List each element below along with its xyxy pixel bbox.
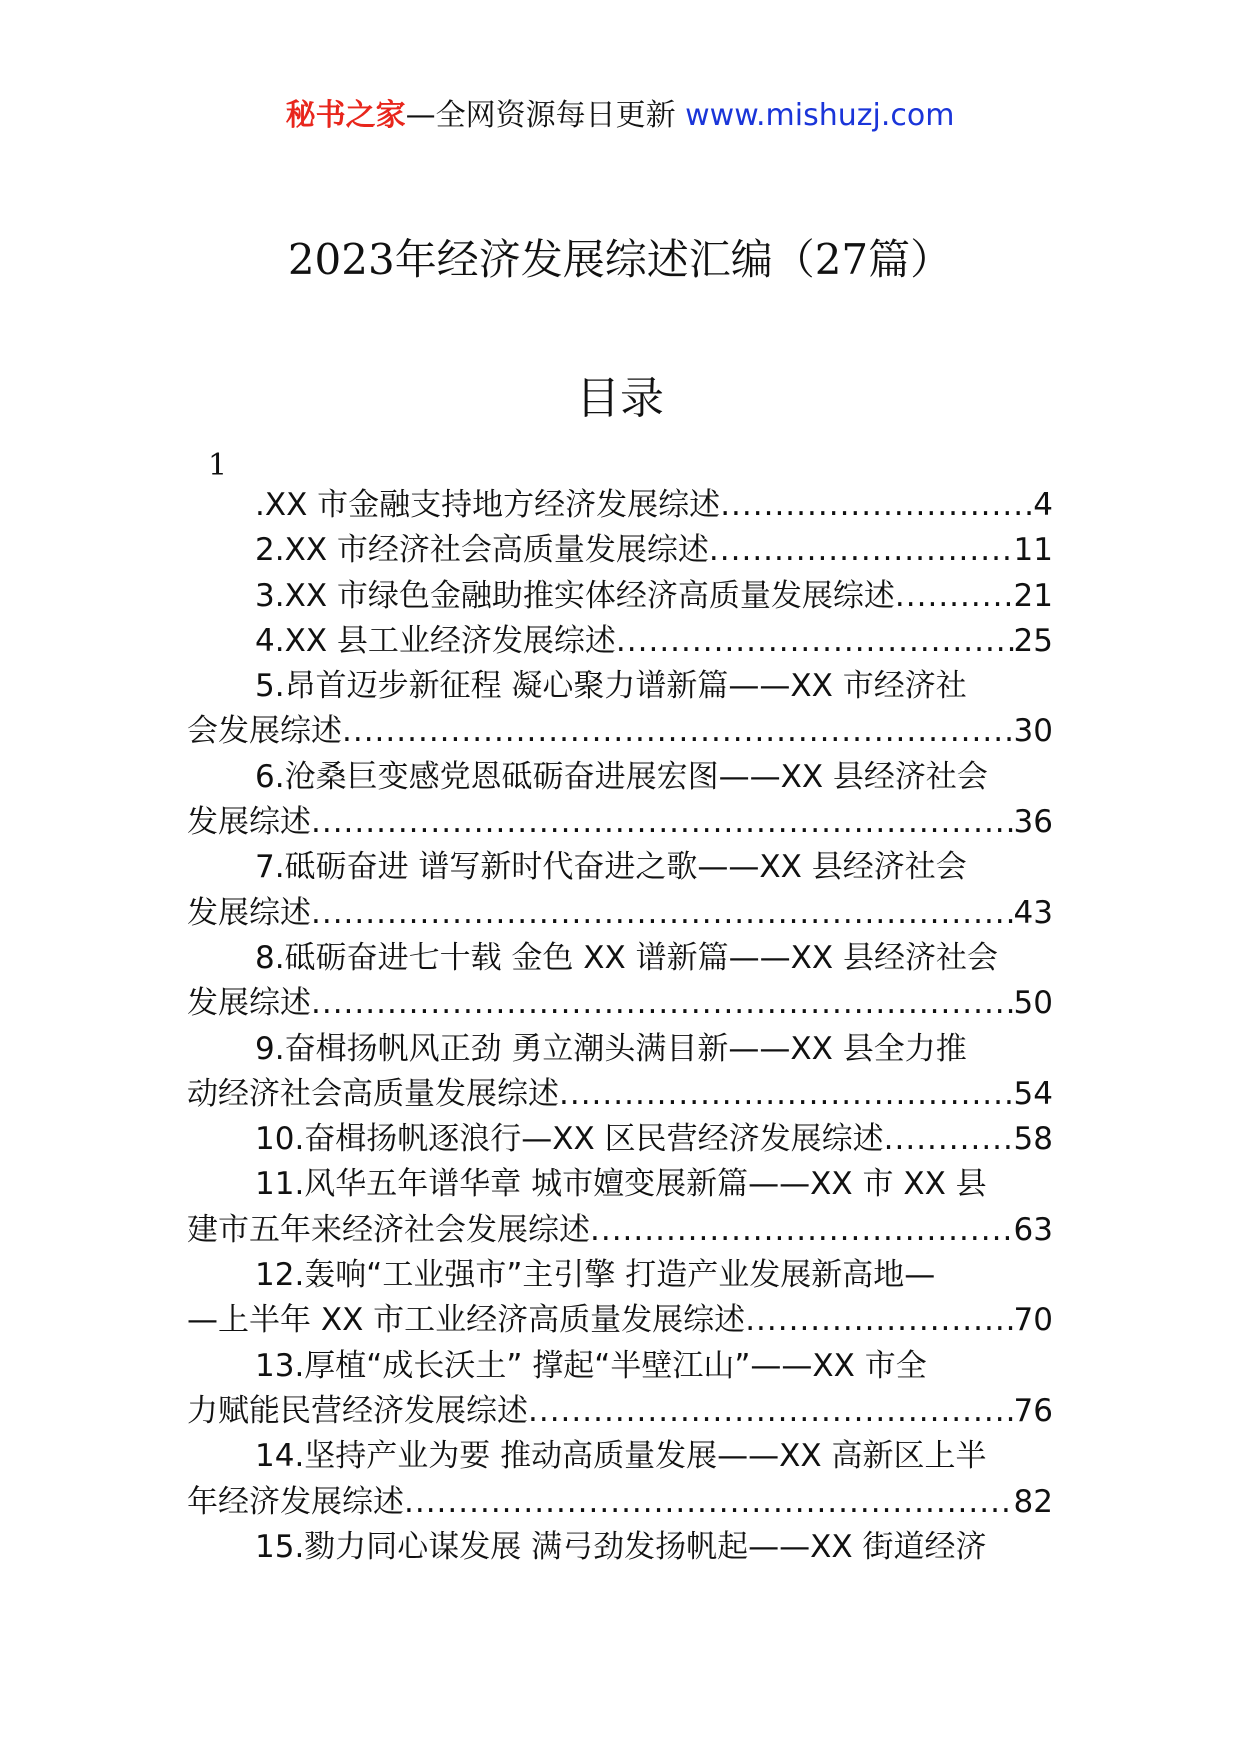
toc-entry-line <box>187 619 1053 664</box>
toc-entry-line <box>187 709 1053 754</box>
toc-entry-text: 年经济发展综述 <box>187 1483 404 1520</box>
toc-page-number: 21 <box>1013 577 1053 614</box>
toc-leader-dots <box>590 1208 1014 1253</box>
toc-entry[interactable] <box>187 528 1053 573</box>
toc-entry-line <box>187 1072 1053 1117</box>
toc-entry-text: 11.风华五年谱华章 城市嬗变展新篇——XX 市 XX 县 <box>255 1166 987 1203</box>
toc-page-number: 54 <box>1013 1075 1053 1112</box>
toc-entry-line <box>187 664 1053 709</box>
toc-leader-dots <box>311 981 1014 1026</box>
toc-entry-text: 动经济社会高质量发展综述 <box>187 1075 559 1112</box>
toc-entry-text: 15.勠力同心谋发展 满弓劲发扬帆起——XX 街道经济 <box>255 1528 987 1565</box>
toc-leader-dots <box>745 1298 1013 1343</box>
toc-leader-dots <box>709 528 1014 573</box>
toc-entry-line <box>187 1027 1053 1072</box>
toc-entry[interactable] <box>187 1027 1053 1118</box>
toc-entry[interactable] <box>187 1344 1053 1435</box>
banner-brand: 秘书之家 <box>285 98 406 133</box>
toc-entry-text: 建市五年来经济社会发展综述 <box>187 1211 590 1248</box>
toc-entry-text: 5.昂首迈步新征程 凝心聚力谱新篇——XX 市经济社 <box>255 668 967 705</box>
toc-entry-line <box>187 800 1053 845</box>
toc-entry-line <box>187 1208 1053 1253</box>
toc-entry-text: 10.奋楫扬帆逐浪行—XX 区民营经济发展综述 <box>255 1121 884 1158</box>
toc-entry[interactable] <box>187 483 1053 528</box>
toc-entry-text: 力赋能民营经济发展综述 <box>187 1392 528 1429</box>
toc-entry-text: 3.XX 市绿色金融助推实体经济高质量发展综述 <box>255 577 895 614</box>
toc-page-number: 25 <box>1013 622 1053 659</box>
toc-entry-line <box>187 891 1053 936</box>
toc-entry-line <box>187 483 1053 528</box>
toc-heading: 目录 <box>576 373 664 424</box>
toc-entry[interactable] <box>187 1253 1053 1344</box>
toc-entry-line <box>187 528 1053 573</box>
toc-leader-dots <box>528 1389 1014 1434</box>
toc-leader-dots <box>311 800 1014 845</box>
toc-page-number: 36 <box>1013 804 1053 841</box>
toc-entry-line <box>187 1389 1053 1434</box>
toc-entry-text: 发展综述 <box>187 985 311 1022</box>
toc-entry-line <box>187 1117 1053 1162</box>
toc-entry-text: 12.轰响“工业强市”主引擎 打造产业发展新高地— <box>255 1257 936 1294</box>
toc-entry[interactable] <box>187 1434 1053 1525</box>
toc-entry-text: 发展综述 <box>187 894 311 931</box>
toc-leader-dots <box>895 574 1014 619</box>
toc-entry-line <box>187 845 1053 890</box>
toc-entry-text: 13.厚植“成长沃土” 撑起“半壁江山”——XX 市全 <box>255 1347 927 1384</box>
toc-page-number: 43 <box>1013 894 1053 931</box>
toc-entry-line <box>187 755 1053 800</box>
toc-entry-line <box>187 936 1053 981</box>
toc-page-number: 50 <box>1013 985 1053 1022</box>
toc-page-number: 4 <box>1033 487 1053 523</box>
toc-entry-text: 14.坚持产业为要 推动高质量发展——XX 高新区上半 <box>255 1438 987 1475</box>
toc-leader-dots <box>616 619 1014 664</box>
toc-entry[interactable] <box>187 1162 1053 1253</box>
toc-entry-line <box>187 574 1053 619</box>
toc-entry-line <box>187 1480 1053 1525</box>
toc-page-number: 11 <box>1013 532 1053 569</box>
toc-entry[interactable] <box>187 1117 1053 1162</box>
site-banner <box>0 96 1240 136</box>
toc-entry-line <box>187 1162 1053 1207</box>
toc-entry[interactable] <box>187 574 1053 619</box>
toc-entry-line <box>187 1253 1053 1298</box>
toc-entry-text: —上半年 XX 市工业经济高质量发展综述 <box>187 1302 746 1339</box>
toc-entry-line <box>187 1434 1053 1479</box>
toc-page-number: 58 <box>1013 1121 1053 1158</box>
toc-page-number: 82 <box>1013 1483 1053 1520</box>
toc-leader-dots <box>311 891 1014 936</box>
toc-page-number: 76 <box>1013 1392 1053 1429</box>
table-of-contents <box>187 483 1053 1570</box>
toc-entry-text: 4.XX 县工业经济发展综述 <box>255 622 616 659</box>
toc-entry[interactable] <box>187 664 1053 755</box>
toc-leader-dots <box>720 483 1033 528</box>
toc-page-number: 30 <box>1013 713 1053 750</box>
toc-entry[interactable] <box>187 755 1053 846</box>
list-number: 1 <box>208 448 228 483</box>
toc-page-number: 70 <box>1013 1302 1053 1339</box>
toc-leader-dots <box>559 1072 1014 1117</box>
toc-entry[interactable] <box>187 1525 1053 1570</box>
toc-leader-dots <box>884 1117 1014 1162</box>
toc-leader-dots <box>404 1480 1014 1525</box>
toc-entry-line <box>187 981 1053 1026</box>
toc-entry-text: 6.沧桑巨变感党恩砥砺奋进展宏图——XX 县经济社会 <box>255 758 988 795</box>
document-title: 2023年经济发展综述汇编（27篇） <box>287 235 953 284</box>
banner-url-link[interactable]: www.mishuzj.com <box>685 98 955 133</box>
toc-entry-text: 会发展综述 <box>187 713 342 750</box>
toc-entry-line <box>187 1298 1053 1343</box>
toc-entry-text: 8.砥砺奋进七十载 金色 XX 谱新篇——XX 县经济社会 <box>255 939 998 976</box>
toc-leader-dots <box>342 709 1014 754</box>
toc-entry-text: 9.奋楫扬帆风正劲 勇立潮头满目新——XX 县全力推 <box>255 1030 967 1067</box>
toc-entry-text: 2.XX 市经济社会高质量发展综述 <box>255 532 709 569</box>
banner-tagline: —全网资源每日更新 <box>405 98 686 133</box>
toc-entry-text: .XX 市金融支持地方经济发展综述 <box>255 487 721 523</box>
toc-entry-text: 7.砥砺奋进 谱写新时代奋进之歌——XX 县经济社会 <box>255 849 967 886</box>
toc-entry-line <box>187 1344 1053 1389</box>
toc-entry[interactable] <box>187 619 1053 664</box>
toc-entry[interactable] <box>187 936 1053 1027</box>
toc-entry[interactable] <box>187 845 1053 936</box>
toc-page-number: 63 <box>1013 1211 1053 1248</box>
toc-entry-text: 发展综述 <box>187 804 311 841</box>
toc-entry-line <box>187 1525 1053 1570</box>
